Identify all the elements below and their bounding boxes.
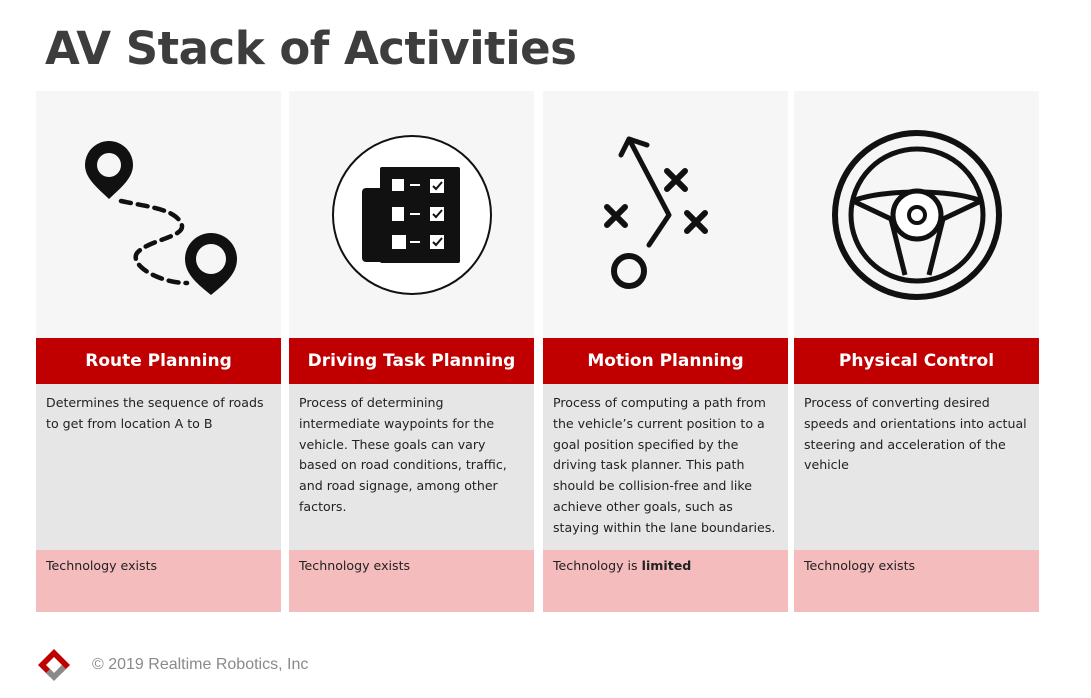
icon-panel: [289, 91, 534, 338]
column-description: Process of determining intermediate waypoints for the vehicle. These goals can vary based on road conditions, traffic, and road signage, among other factors.: [289, 384, 534, 550]
activity-column-driving-task-planning: [289, 91, 534, 612]
activity-column-physical-control: [794, 91, 1039, 612]
technology-status: [543, 550, 788, 612]
column-heading: Driving Task Planning: [289, 338, 534, 384]
technology-status: [289, 550, 534, 612]
footer: [36, 647, 308, 683]
status-text: Technology exists: [299, 558, 411, 573]
copyright-text: © 2019 Realtime Robotics, Inc: [92, 656, 309, 673]
column-description: Process of converting desired speeds and orientations into actual steering and acceleration of the vehicle: [794, 384, 1039, 550]
checklist-clipboard-icon: [330, 133, 494, 297]
activity-column-motion-planning: [543, 91, 788, 612]
technology-status: [794, 550, 1039, 612]
status-emphasis: limited: [641, 558, 692, 573]
status-text: Technology is: [553, 558, 642, 573]
page-title: AV Stack of Activities: [45, 22, 577, 75]
icon-panel: [36, 91, 281, 338]
icon-panel: [794, 91, 1039, 338]
column-description: Determines the sequence of roads to get from location A to B: [36, 384, 281, 550]
play-strategy-icon: [601, 135, 731, 295]
column-description: Process of computing a path from the vehicle’s current position to a goal position specified by the driving task planner. This path should be collision-free and like achieve other goals, such as staying within the lane boundaries.: [543, 384, 788, 550]
route-map-pins-icon: [79, 135, 239, 295]
column-heading: Route Planning: [36, 338, 281, 384]
realtime-robotics-logo-icon: [36, 647, 72, 683]
icon-panel: [543, 91, 788, 338]
status-text: Technology exists: [46, 558, 158, 573]
column-heading: Physical Control: [794, 338, 1039, 384]
column-heading: Motion Planning: [543, 338, 788, 384]
status-text: Technology exists: [804, 558, 916, 573]
technology-status: [36, 550, 281, 612]
activity-column-route-planning: [36, 91, 281, 612]
steering-wheel-icon: [831, 129, 1003, 301]
